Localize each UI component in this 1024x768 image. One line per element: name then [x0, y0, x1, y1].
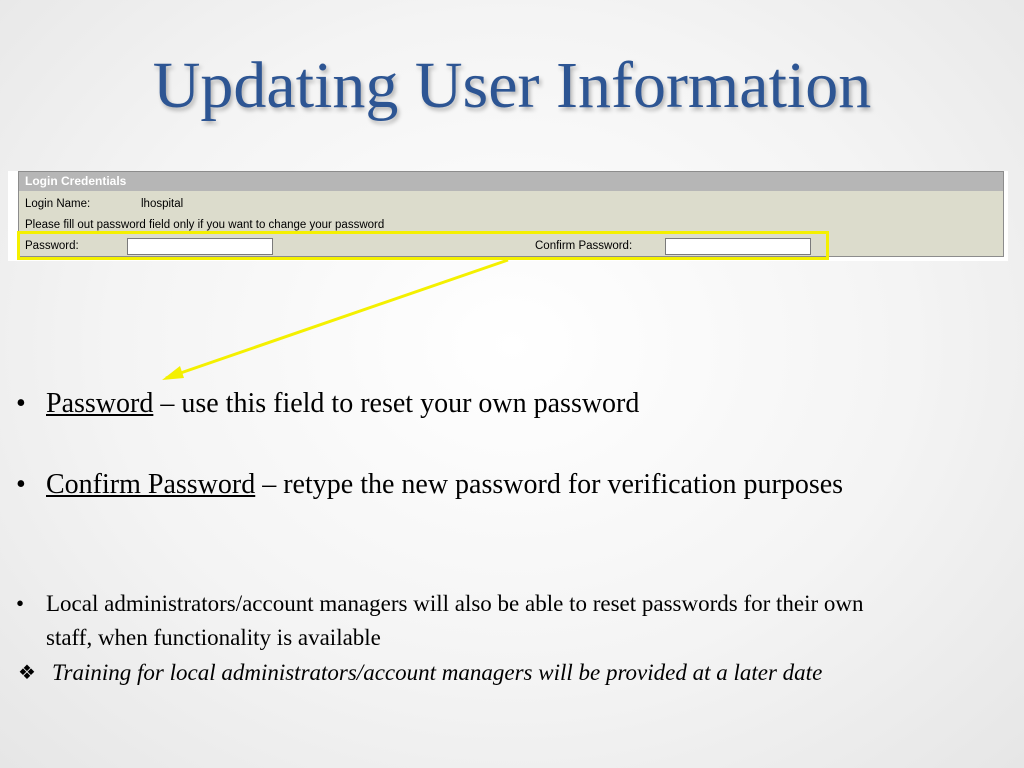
local-administrators-text: Local administrators/account managers will also be able to reset passwords for their own staff, when functionality is available	[46, 591, 864, 650]
slide-title: Updating User Information	[152, 49, 872, 122]
password-description: – use this field to reset your own password	[153, 388, 640, 419]
password-label: Password:	[25, 240, 79, 252]
login-credentials-header: Login Credentials	[19, 172, 1003, 191]
bullet-dot-icon: •	[16, 591, 25, 616]
arrow-head-icon	[162, 366, 184, 380]
password-term: Password	[46, 388, 154, 419]
password-instruction: Please fill out password field only if you want to change your password	[25, 219, 385, 231]
confirm-password-description: – retype the new password for verification purposes	[255, 469, 844, 500]
login-name-value: lhospital	[141, 198, 184, 210]
login-name-label: Login Name:	[25, 198, 91, 210]
training-note-text: Training for local administrators/account managers will be provided at a later date	[52, 660, 823, 685]
confirm-password-term: Confirm Password	[46, 469, 256, 500]
diamond-bullet-icon: ❖	[18, 662, 36, 684]
bullet-dot-icon: •	[16, 388, 26, 419]
confirm-password-label: Confirm Password:	[535, 240, 633, 252]
bullet-dot-icon: •	[16, 469, 26, 500]
